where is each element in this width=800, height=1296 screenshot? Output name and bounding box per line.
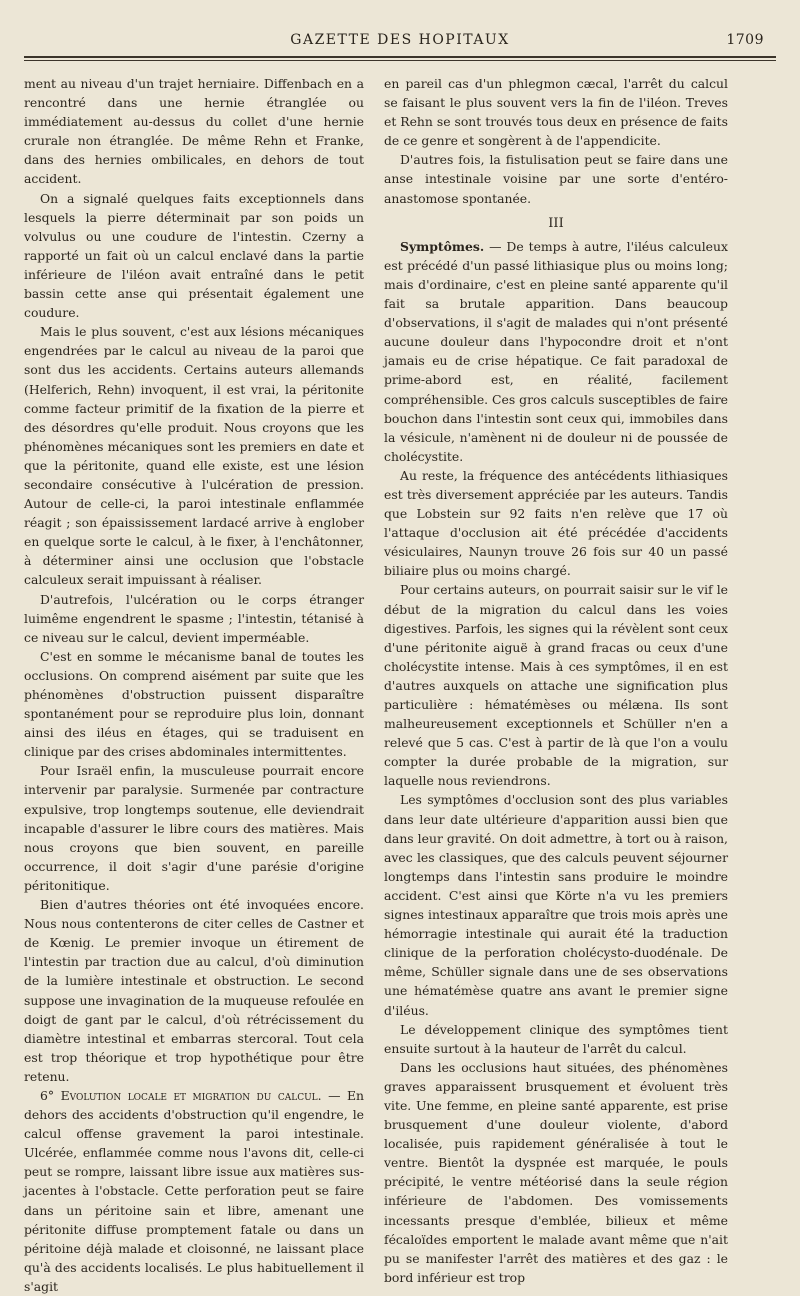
- paragraph: Mais le plus souvent, c'est aux lésions mécaniques engendrées par le calcul au niveau de la paroi que sont dus les accidents. Certains auteurs allemands (Helferich, Rehn) invoquent, il est vrai, la péritonite comme facteur primitif de la fixation de la pierre et des désordres qu'elle produit. Nous croyons que les phénomènes mécaniques sont les premiers en date et que la péritonite, quand elle existe, est une lésion secondaire consécutive à l'ulcération de pression. Autour de celle-ci, la paroi intestinale enflammée réagit ; son épaississement lardacé arrive à englober en quelque sorte le calcul, à le fixer, à l'enchâtonner, à déterminer ainsi une occlusion que l'obstacle calculeux serait impuissant à réaliser.: [24, 324, 364, 588]
- paragraph: Pour certains auteurs, on pourrait saisir sur le vif le début de la migration du calcul dans les voies digestives. Parfois, les signes qui la révèlent sont ceux d'une péritonite aiguë à grand fracas ou ceux d'une cholécystite intense. Mais à ces symptômes, il en est d'autres auxquels on attache une signification plus particulière : hématémèses ou mélæna. Ils sont malheureusement exceptionnels et Schüller n'en a relevé que 5 cas. C'est à partir de là que l'on a voulu compter la durée probable de la migration, sur laquelle nous reviendrons.: [384, 582, 728, 789]
- journal-title: GAZETTE DES HOPITAUX: [290, 32, 510, 48]
- paragraph: Pour Israël enfin, la musculeuse pourrait encore intervenir par paralysie. Surmenée par contracture expulsive, trop longtemps soutenue, elle deviendrait incapable d'assurer le libre cours des matières. Mais nous croyons que bien souvent, en pareille occurrence, il doit s'agir d'une parésie d'origine péritonitique.: [24, 763, 364, 893]
- header-rule: [24, 56, 776, 58]
- subsection-heading: Evolution locale et migration du calcul.: [60, 1087, 322, 1103]
- paragraph: D'autrefois, l'ulcération ou le corps étranger luimême engendrent le spasme ; l'intestin, tétanisé à ce niveau sur le calcul, devient imperméable.: [24, 591, 364, 645]
- paragraph: en pareil cas d'un phlegmon cæcal, l'arrêt du calcul se faisant le plus souvent vers la fin de l'iléon. Treves et Rehn se sont trouvés tous deux en présence de faits de ce genre et songèrent à de l'appendicite.: [384, 76, 728, 149]
- running-header: [24, 30, 776, 52]
- left-column: [24, 74, 364, 1296]
- paragraph: D'autres fois, la fistulisation peut se faire dans une anse intestinale voisine par une sorte d'entéro-anastomose spontanée.: [384, 152, 728, 206]
- paragraph: On a signalé quelques faits exceptionnels dans lesquels la pierre déterminait par son poids un volvulus ou une coudure de l'intestin. Czerny a rapporté un fait où un calcul enclavé dans la partie inférieure de l'iléon avait entraîné dans le petit bassin cette anse qui présentait également une coudure.: [24, 190, 364, 321]
- subsection-paragraph: [24, 1086, 364, 1296]
- paragraph: Au reste, la fréquence des antécédents lithiasiques est très diversement appréciée par les auteurs. Tandis que Lobstein sur 92 faits n'en relève que 17 où l'attaque d'occlusion ait été précédée d'accidents vésiculaires, Naunyn trouve 26 fois sur 40 un passé biliaire plus ou moins chargé.: [384, 467, 728, 579]
- section-text: — De temps à autre, l'iléus calculeux est précédé d'un passé lithiasique plus ou moins long; mais d'ordinaire, c'est en pleine santé apparente qu'il fait sa brutale apparition. Dans beaucoup d'observations, il s'agit de malades qui n'ont présenté aucune douleur dans l'hypocondre droit et n'ont jamais eu de crise hépatique. Ce fait paradoxal de prime-abord est, en réalité, facilement compréhensible. Ces gros calculs susceptibles de faire bouchon dans l'intestin sont ceux qui, immobiles dans la vésicule, n'amènent ni de douleur ni de poussée de cholécystite.: [384, 238, 729, 464]
- section-number: III: [548, 215, 564, 231]
- right-column: [384, 74, 728, 1287]
- section-heading: Symptômes.: [400, 238, 485, 254]
- section-first-paragraph: [384, 237, 728, 466]
- paragraph: C'est en somme le mécanisme banal de toutes les occlusions. On comprend aisément par suite que les phénomènes d'obstruction puissent disparaître spontanément pour se reproduire plus loin, donnant ainsi des iléus en étages, qui se traduisent en clinique par des crises abdominales intermittentes.: [24, 648, 364, 760]
- subsection-number: 6°: [40, 1087, 55, 1103]
- subsection-text: — En dehors des accidents d'obstruction qu'il engendre, le calcul offense gravement la paroi intestinale. Ulcérée, enflammée comme nous l'avons dit, celle-ci peut se rompre, laissant libre issue aux matières sus-jacentes à l'obstacle. Cette perforation peut se faire dans un péritoine sain et libre, amenant une péritonite diffuse promptement fatale ou dans un péritoine déjà malade et cloisonné, ne laissant place qu'à des accidents localisés. Le plus habituellement il s'agit: [24, 1087, 364, 1294]
- paragraph: ment au niveau d'un trajet herniaire. Diffenbach en a rencontré dans une hernie étranglée ou immédiatement au-dessus du collet d'une hernie crurale non étranglée. De même Rehn et Franke, dans des hernies ombilicales, en dehors de tout accident.: [24, 76, 364, 187]
- paragraph: Dans les occlusions haut situées, des phénomènes graves apparaissent brusquement et évoluent très vite. Une femme, en pleine santé apparente, est prise brusquement d'une douleur violente, d'abord localisée, puis rapidement généralisée à tout le ventre. Bientôt la dyspnée est marquée, le pouls précipité, le ventre météorisé dans la seule région inférieure de l'abdomen. Des vomissements incessants presque d'emblée, bilieux et même fécaloïdes emportent le malade avant même que n'ait pu se manifester l'arrêt des matières et des gaz : le bord inférieur est trop: [384, 1059, 728, 1285]
- paragraph: Bien d'autres théories ont été invoquées encore. Nous nous contenterons de citer celles de Castner et de Kœnig. Le premier invoque un étirement de l'intestin par traction due au calcul, d'où diminution de la lumière intestinale et obstruction. Le second suppose une invagination de la muqueuse refoulée en doigt de gant par le calcul, d'où rétrécissement du diamètre intestinal et embarras stercoral. Tout cela est trop théorique et trop hypothétique pour être retenu.: [24, 897, 364, 1084]
- paragraph: Le développement clinique des symptômes tient ensuite surtout à la hauteur de l'arrêt du calcul.: [384, 1021, 728, 1056]
- paragraph: Les symptômes d'occlusion sont des plus variables dans leur date ultérieure d'apparition aussi bien que dans leur gravité. On doit admettre, à tort ou à raison, avec les classiques, que des calculs peuvent séjourner longtemps dans l'intestin sans produire le moindre accident. C'est ainsi que Körte n'a vu les premiers signes intestinaux apparaître que trois mois après une hémorragie intestinale qui aurait été la traduction clinique de la perforation cholécysto-duodénale. De même, Schüller signale dans une de ses observations une hématémèse quatre ans avant le premier signe d'iléus.: [384, 792, 728, 1018]
- page-number: 1709: [726, 32, 764, 48]
- header-rule-thin: [24, 60, 776, 61]
